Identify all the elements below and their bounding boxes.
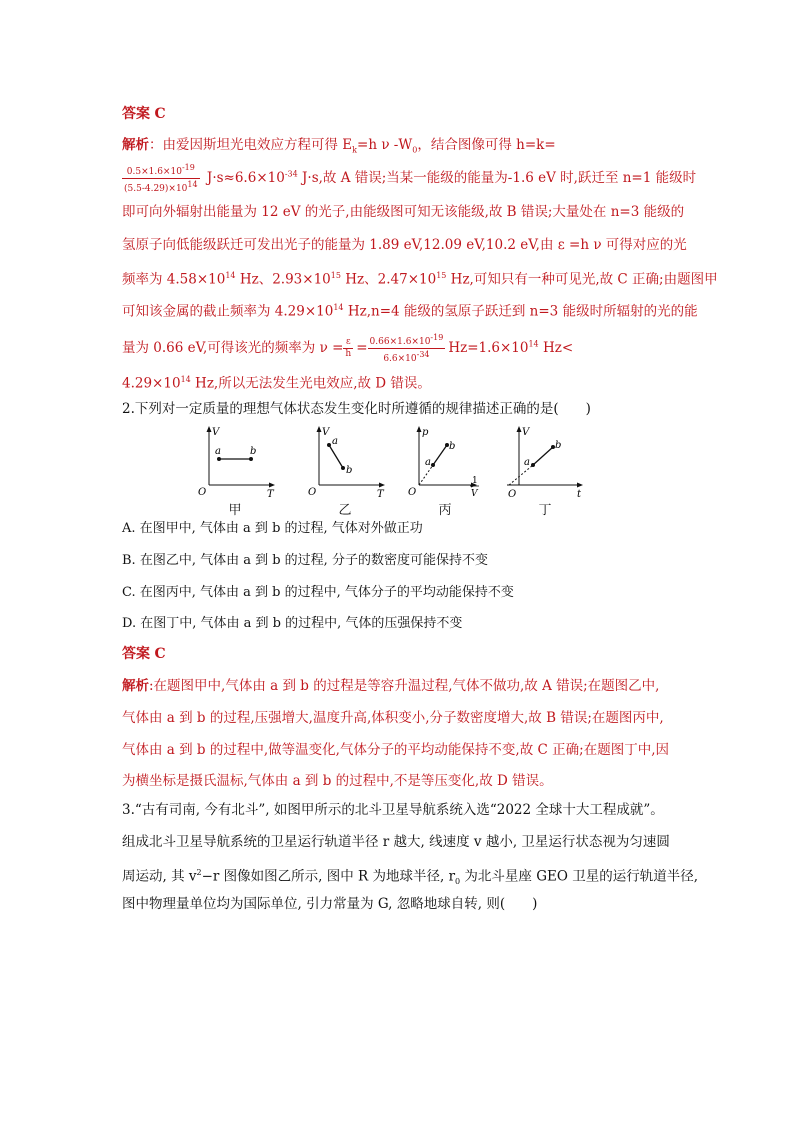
text: Hz、2.47×10 (340, 271, 437, 288)
exponent: 14 (333, 303, 344, 312)
text: Hz、2.93×10 (235, 271, 331, 288)
text: :在题图甲中,气体由 a 到 b 的过程是等容升温过程,气体不做功,故 A 错误;在题图乙中, (149, 678, 660, 694)
text: 量为 0.66 eV,可得该光的频率为 ν = (122, 340, 344, 356)
text: Hz=1.6×10 (448, 340, 529, 356)
text: −r 图像如图乙所示, 图中 R 为地球半径, r (201, 868, 456, 885)
answer-label: 答案 (122, 106, 150, 122)
graph-yi (305, 423, 385, 521)
fraction (343, 337, 353, 360)
origin-label: O (508, 489, 517, 499)
exponent: -34 (284, 169, 298, 179)
text: 可知该金属的截止频率为 4.29×10 (122, 303, 334, 320)
text: 频率为 4.58×10 (122, 271, 226, 288)
text: Hz,所以无法发生光电效应,故 D 错误。 (190, 375, 431, 392)
q2-exp-line-1 (122, 676, 659, 696)
subscript: k (352, 145, 358, 155)
answer-value: C (154, 646, 166, 662)
axis-y-label: V (522, 427, 530, 438)
answer-label: 答案 (122, 646, 150, 662)
point-b-label: b (449, 441, 456, 452)
text: ，结合图像可得 h=k= (417, 137, 556, 153)
point-a-label: a (425, 457, 431, 468)
frac-denominator: 6.6×10 (383, 354, 417, 364)
graph-label: 乙 (338, 503, 352, 518)
text: Hz,可知只有一种可见光,故 C 正确;由题图甲 (446, 271, 718, 288)
option-d: D. 在图丁中, 气体由 a 到 b 的过程中, 气体的压强保持不变 (122, 616, 463, 631)
exponent: -34 (416, 350, 430, 359)
q2-exp-line-2: 气体由 a 到 b 的过程,压强增大,温度升高,体积变小,分子数密度增大,故 B 错误;在题图丙中, (122, 710, 664, 726)
explanation-label: 解析 (122, 137, 149, 153)
exponent: 14 (180, 375, 191, 384)
exponent: 14 (528, 339, 539, 349)
q2-answer (122, 644, 166, 664)
answer-value: C (154, 106, 166, 122)
q2-exp-line-3: 气体由 a 到 b 的过程中,做等温变化,气体分子的平均动能保持不变,故 C 正确;在题图丁中,因 (122, 742, 669, 758)
q2-exp-line-4: 为横坐标是摄氏温标,气体由 a 到 b 的过程中,不是等压变化,故 D 错误。 (122, 773, 553, 789)
graph-jia-svg (195, 423, 275, 499)
fraction (368, 332, 446, 365)
frac-numerator: 0.66×1.6×10 (369, 337, 431, 347)
q1-exp-line-7 (122, 332, 573, 365)
exponent: -19 (430, 333, 444, 342)
axis-x-label: T (377, 489, 384, 499)
point-a-label: a (524, 457, 530, 468)
q1-exp-line-3: 即可向外辐射出能量为 12 eV 的光子,由能级图可知无该能级,故 B 错误;大量处在 n=3 能级的 (122, 204, 685, 220)
axis-y-label: V (212, 427, 220, 438)
superscript: 2 (196, 868, 202, 877)
exponent: -19 (181, 163, 195, 172)
graph-jia (195, 423, 275, 521)
graph-yi-svg (305, 423, 385, 499)
subscript: 0 (412, 145, 418, 155)
q2-graphs (195, 423, 605, 521)
q1-exp-line-5 (122, 266, 718, 290)
axis-x-label: T (267, 489, 274, 499)
exponent: 14 (187, 180, 198, 189)
origin-label: O (198, 487, 207, 498)
q1-exp-line-2 (122, 162, 696, 195)
frac-numerator: ε (343, 337, 353, 349)
frac-numerator: 0.5×1.6×10 (126, 167, 182, 177)
point-a-label: a (215, 446, 221, 457)
axis-y-label: V (322, 427, 330, 438)
axis-x-label: t (577, 489, 582, 499)
exponent: 15 (330, 271, 341, 280)
point-b-label: b (250, 446, 257, 457)
q3-line-3 (122, 863, 698, 892)
point-b-label: b (346, 465, 353, 476)
graph-bing-svg (405, 423, 485, 499)
q3-line-1: 3.“古有司南, 今有北斗”, 如图甲所示的北斗卫星导航系统入选“2022 全球十大工程成就”。 (122, 802, 664, 818)
q1-exp-line-1 (122, 135, 556, 161)
q1-exp-line-6 (122, 298, 698, 322)
q1-exp-line-4: 氢原子向低能级跃迁可发出光子的能量为 1.89 eV,12.09 eV,10.2 eV,由 ε =h ν 可得对应的光 (122, 237, 687, 253)
q1-exp-line-8 (122, 370, 431, 394)
text: J·s,故 A 错误;当某一能级的能量为-1.6 eV 时,跃迁至 n=1 能级时 (297, 170, 697, 186)
q1-answer (122, 104, 166, 124)
graph-bing (405, 423, 485, 521)
text: =h ν -W (357, 137, 413, 153)
axis-x-numerator: 1 (472, 476, 478, 486)
graph-label: 丙 (438, 503, 452, 518)
text: Hz,n=4 能级的氢原子跃迁到 n=3 能级时所辐射的光的能 (343, 303, 698, 320)
q3-line-4: 图中物理量单位均为国际单位, 引力常量为 G, 忽略地球自转, 则( ) (122, 896, 538, 912)
text: 4.29×10 (122, 375, 181, 392)
subscript: 0 (455, 877, 461, 887)
graph-label: 甲 (228, 503, 242, 518)
frac-denominator: h (345, 349, 352, 359)
option-a: A. 在图甲中, 气体由 a 到 b 的过程, 气体对外做正功 (122, 521, 423, 536)
graph-ding-svg (505, 423, 585, 499)
graph-label: 丁 (538, 503, 552, 518)
origin-label: O (308, 487, 317, 498)
text: = (356, 340, 368, 356)
fraction (122, 162, 200, 195)
point-b-label: b (555, 440, 562, 451)
exponent: 14 (225, 271, 236, 280)
q3-line-2: 组成北斗卫星导航系统的卫星运行轨道半径 r 越大, 线速度 v 越小, 卫星运行状态视为匀速圆 (122, 834, 670, 850)
option-c: C. 在图丙中, 气体由 a 到 b 的过程中, 气体分子的平均动能保持不变 (122, 585, 514, 600)
text: 为北斗星座 GEO 卫星的运行轨道半径, (460, 868, 698, 885)
explanation-label: 解析 (122, 678, 149, 694)
text: ：由爱因斯坦光电效应方程可得 E (149, 137, 353, 153)
axis-y-label: p (422, 427, 429, 438)
option-b: B. 在图乙中, 气体由 a 到 b 的过程, 分子的数密度可能保持不变 (122, 553, 488, 568)
point-a-label: a (332, 436, 338, 447)
q2-stem: 2.下列对一定质量的理想气体状态发生变化时所遵循的规律描述正确的是( ) (122, 401, 591, 417)
text: 周运动, 其 v (122, 868, 197, 885)
exponent: 15 (436, 271, 447, 280)
axis-x-denominator: V (471, 489, 478, 499)
text: J·s≈6.6×10 (202, 170, 285, 186)
text: Hz< (538, 340, 574, 356)
frac-denominator: (5.5-4.29)×10 (124, 184, 188, 194)
graph-ding (505, 423, 585, 521)
origin-label: O (408, 487, 417, 498)
